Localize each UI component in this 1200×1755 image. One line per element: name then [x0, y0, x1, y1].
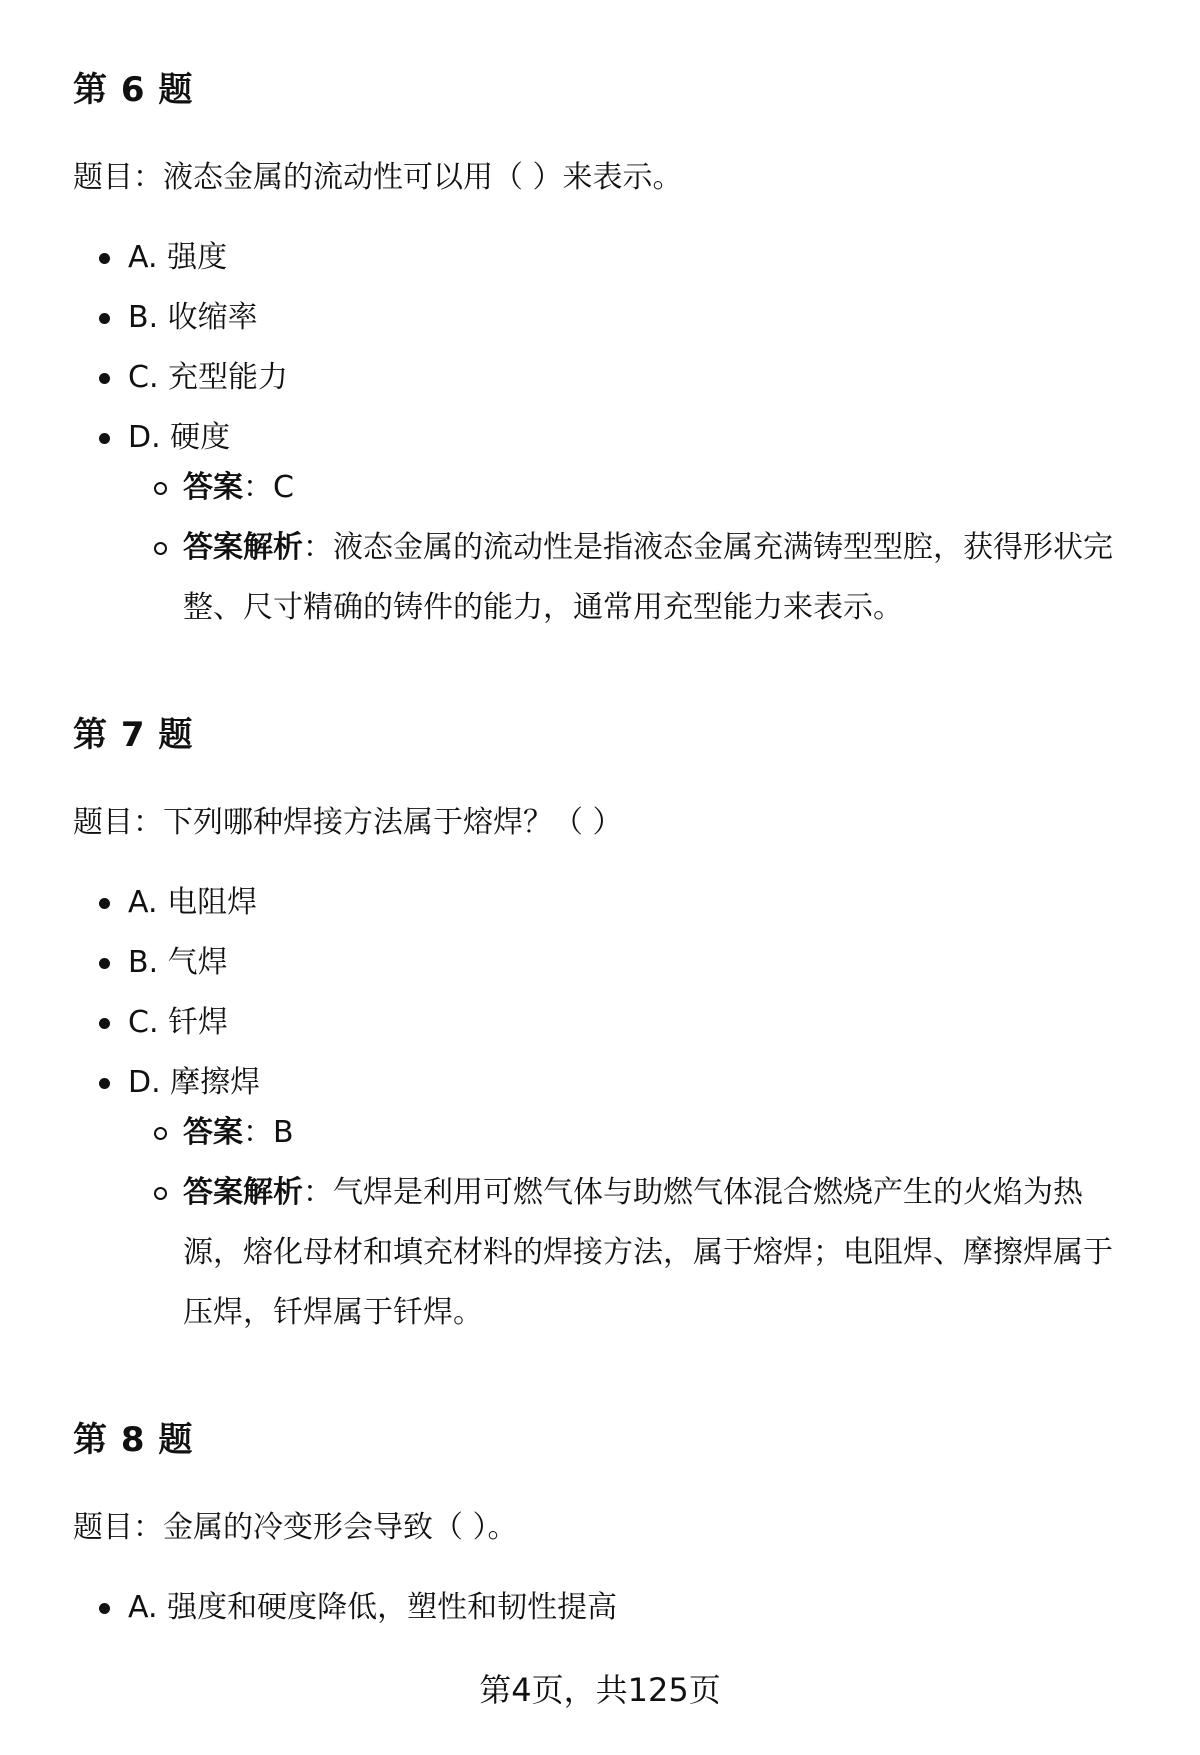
analysis-separator: ：	[303, 1175, 333, 1210]
question-heading: 第 6 题	[73, 70, 194, 110]
analysis-text: 液态金属的流动性是指液态金属充满铸型型腔，获得形状完整、尺寸精确的铸件的能力，通常用充型能力来表示。	[183, 530, 1113, 625]
answer-separator: ：	[243, 1115, 273, 1150]
question-stem: 题目：液态金属的流动性可以用（ ）来表示。	[73, 160, 683, 195]
analysis-text: 气焊是利用可燃气体与助燃气体混合燃烧产生的火焰为热源，熔化母材和填充材料的焊接方法，属于熔焊；电阻焊、摩擦焊属于压焊，钎焊属于钎焊。	[183, 1175, 1113, 1330]
analysis-label: 答案解析	[183, 530, 303, 565]
option-c: C. 钎焊	[73, 1003, 1133, 1043]
analysis-separator: ：	[303, 530, 333, 565]
answer-label: 答案	[183, 1115, 243, 1150]
option-a: A. 强度和硬度降低，塑性和韧性提高	[73, 1588, 1133, 1628]
option-b: B. 收缩率	[73, 298, 1133, 338]
analysis-label: 答案解析	[183, 1175, 303, 1210]
option-d: D. 摩擦焊	[73, 1063, 1133, 1103]
option-list	[73, 883, 1133, 1103]
question-stem: 题目：金属的冷变形会导致（ ）。	[73, 1510, 518, 1545]
option-a: A. 电阻焊	[73, 883, 1133, 923]
answer-label: 答案	[183, 470, 243, 505]
answer-value: C	[273, 470, 294, 505]
analysis-item	[73, 518, 1133, 638]
page-indicator: 第4页，共125页	[479, 1671, 721, 1709]
option-d: D. 硬度	[73, 418, 1133, 458]
option-a: A. 强度	[73, 238, 1133, 278]
option-list	[73, 238, 1133, 458]
option-list	[73, 1588, 1133, 1628]
answer-list	[73, 1103, 1133, 1343]
option-c: C. 充型能力	[73, 358, 1133, 398]
answer-item	[73, 1103, 1133, 1163]
question-stem: 题目：下列哪种焊接方法属于熔焊？（ ）	[73, 805, 623, 840]
answer-item	[73, 458, 1133, 518]
answer-value: B	[273, 1115, 294, 1150]
answer-separator: ：	[243, 470, 273, 505]
question-6	[73, 70, 1133, 638]
answer-list	[73, 458, 1133, 638]
question-8	[73, 1420, 1133, 1648]
question-heading: 第 7 题	[73, 715, 194, 755]
analysis-item	[73, 1163, 1133, 1343]
question-7	[73, 715, 1133, 1343]
option-b: B. 气焊	[73, 943, 1133, 983]
question-heading: 第 8 题	[73, 1420, 194, 1460]
